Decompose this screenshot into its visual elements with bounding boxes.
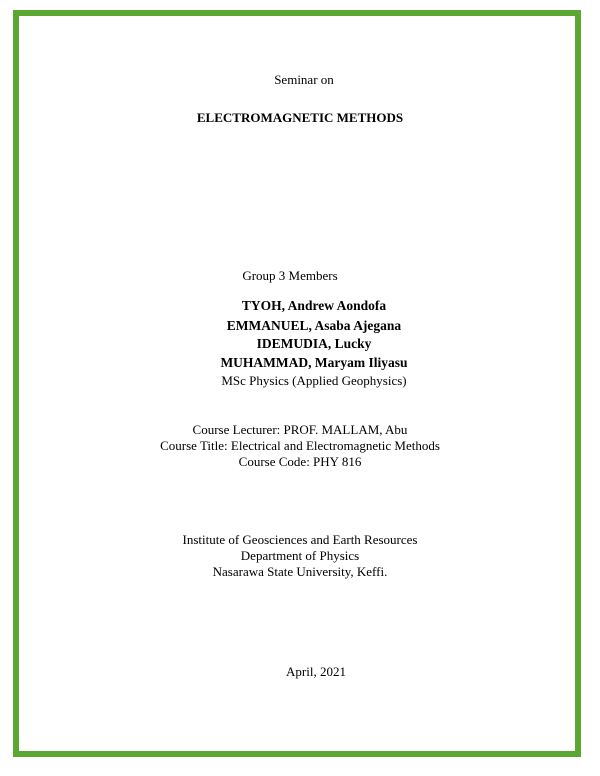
document-date: April, 2021: [286, 664, 346, 679]
seminar-label: Seminar on: [274, 72, 334, 87]
group-heading: Group 3 Members: [242, 268, 338, 283]
member-name: IDEMUDIA, Lucky: [256, 336, 372, 351]
member-name: EMMANUEL, Asaba Ajegana: [226, 318, 402, 333]
course-lecturer: Course Lecturer: PROF. MALLAM, Abu: [192, 422, 408, 437]
member-name: MUHAMMAD, Maryam Iliyasu: [220, 355, 408, 370]
course-code: Course Code: PHY 816: [238, 454, 362, 469]
document-title: ELECTROMAGNETIC METHODS: [196, 110, 404, 125]
member-name: TYOH, Andrew Aondofa: [241, 298, 387, 313]
department-name: Department of Physics: [240, 548, 360, 563]
programme: MSc Physics (Applied Geophysics): [221, 373, 407, 388]
university-name: Nasarawa State University, Keffi.: [212, 564, 388, 579]
course-title: Course Title: Electrical and Electromagnetic Methods: [160, 438, 440, 453]
institute-name: Institute of Geosciences and Earth Resources: [182, 532, 418, 547]
